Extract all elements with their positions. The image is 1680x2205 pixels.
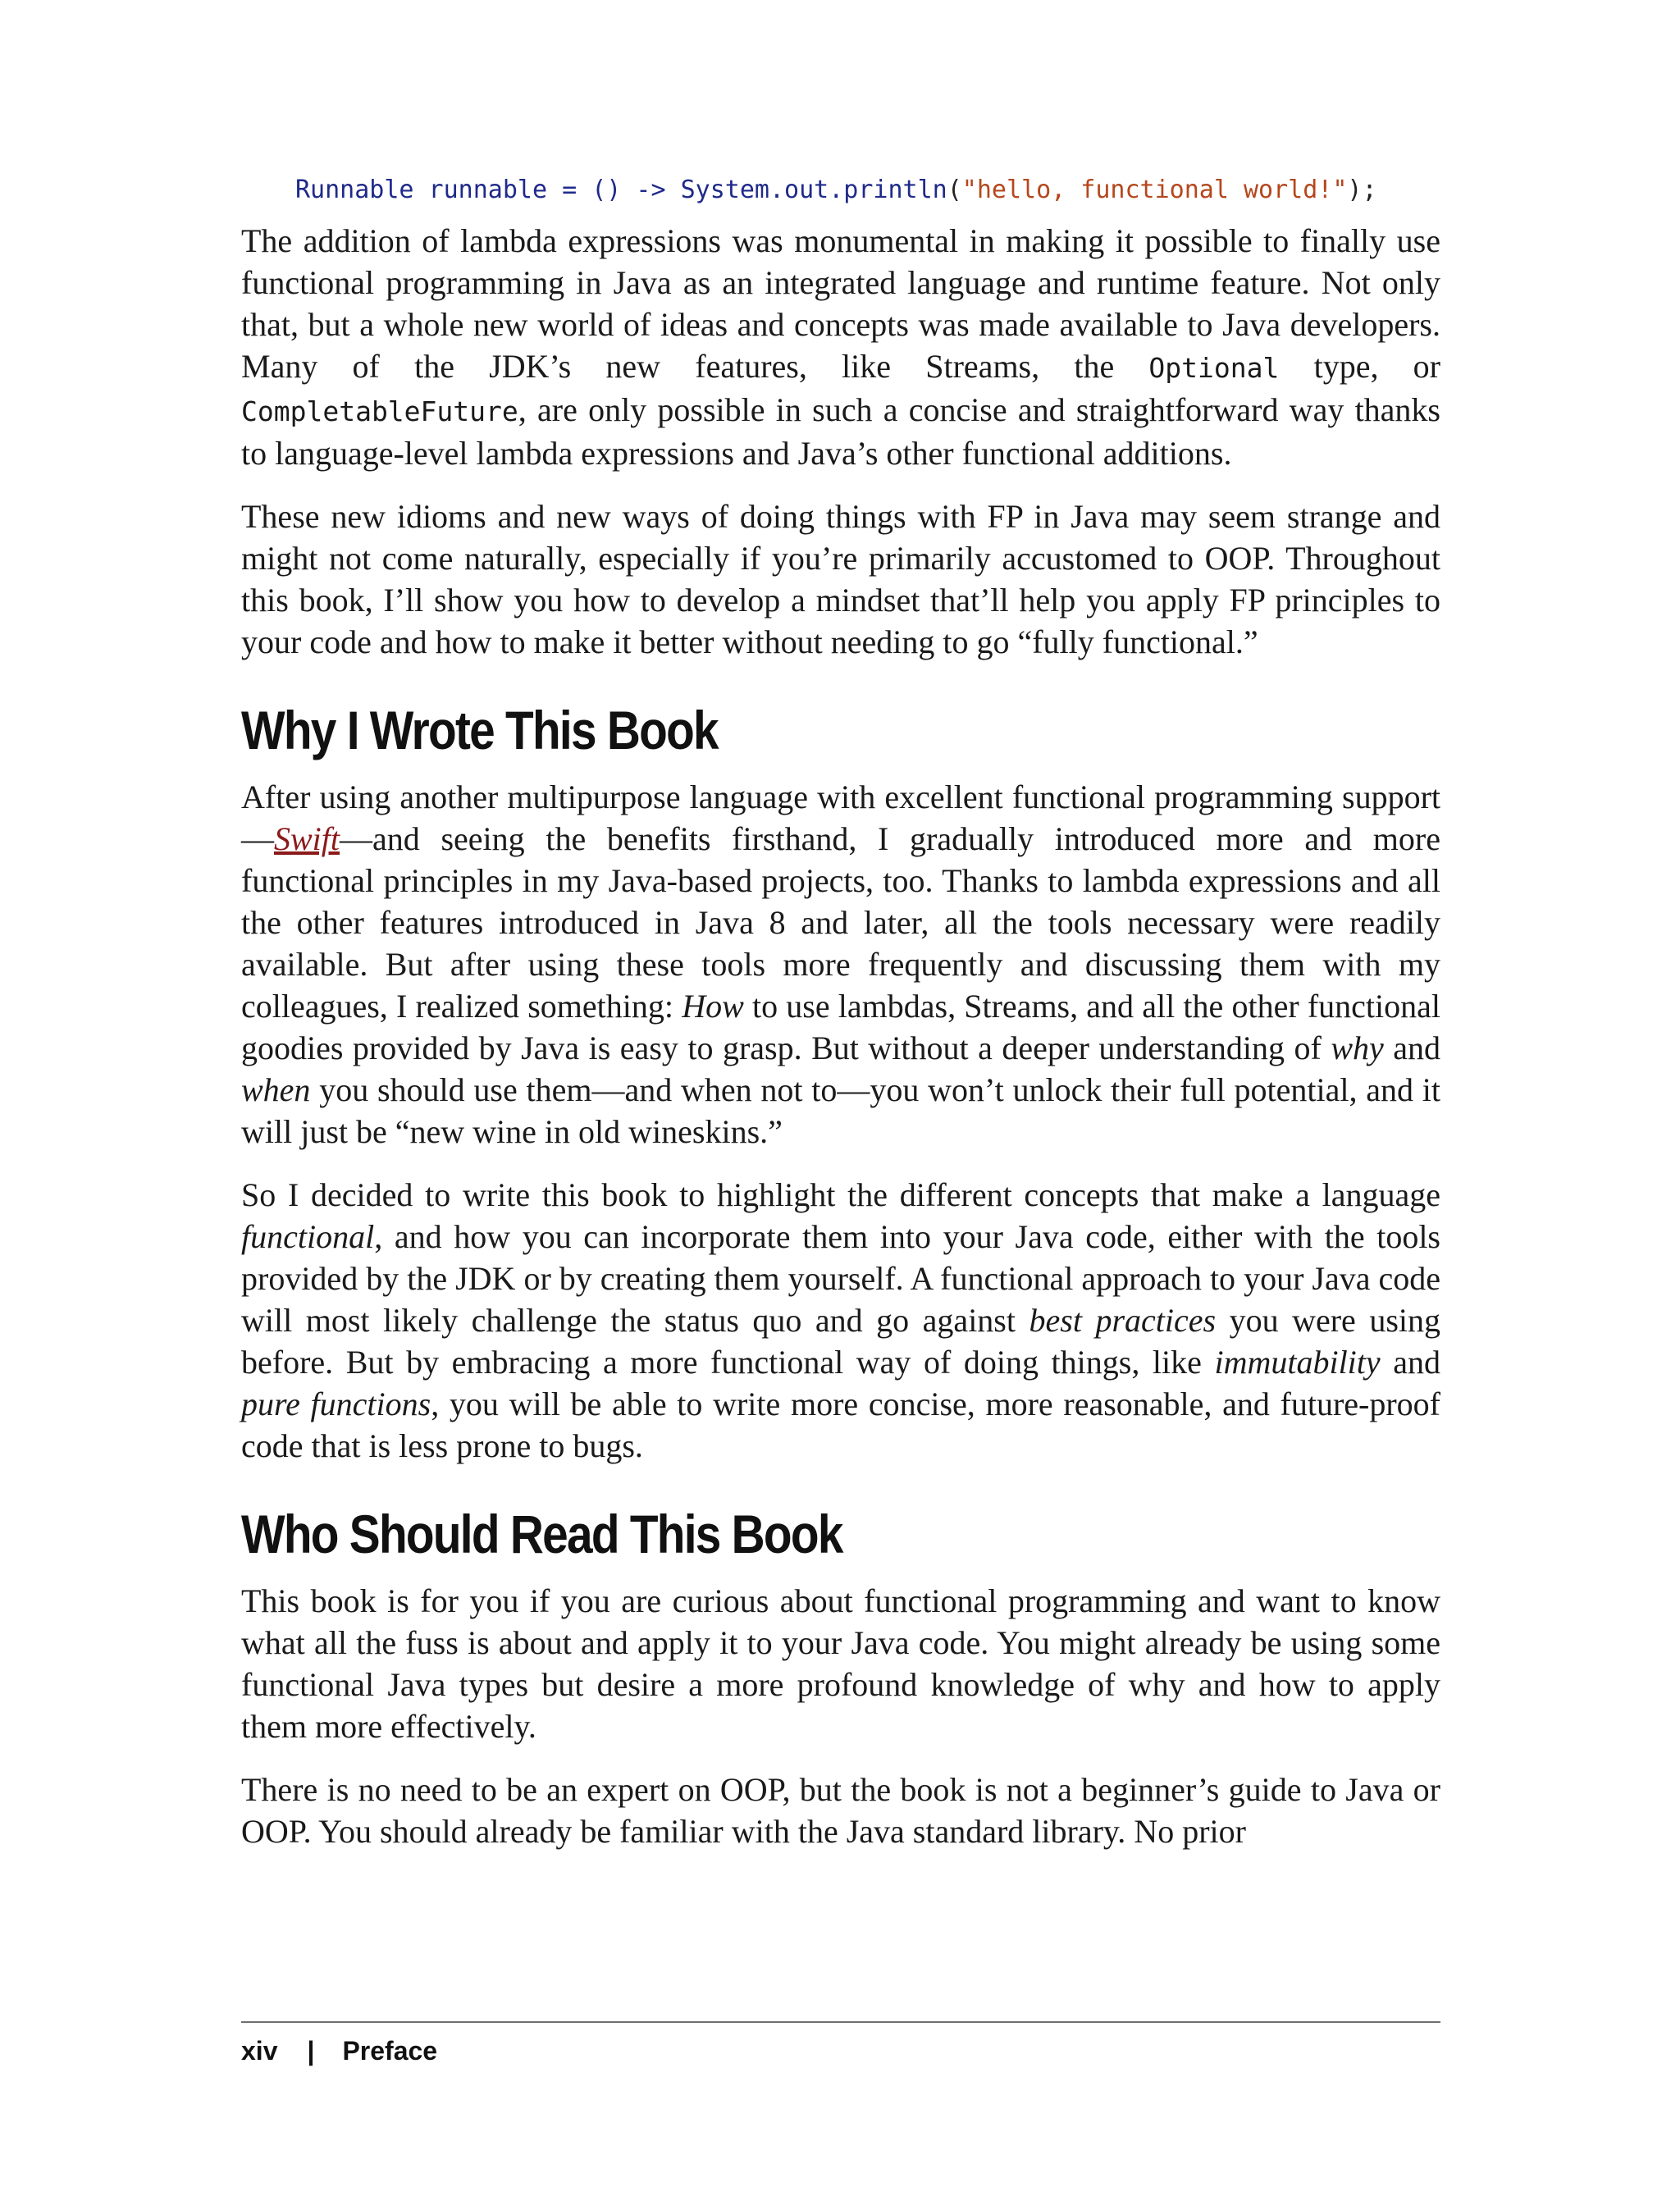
p4-text-5: , you will be able to write more concise, more reasonable, and future-proof code that is less prone to bugs. xyxy=(241,1386,1440,1464)
p3-text-4: and xyxy=(1383,1029,1440,1066)
page-number: xiv xyxy=(241,2036,278,2066)
p1-text-1: The addition of lambda expressions was monumental in making it possible to finally use functional programming in Java as an integrated language and runtime feature. Not only that, but a whole new world of ideas and concepts was made available to Java developers. Many of the JDK’s new features, like Streams, the xyxy=(241,222,1440,385)
paragraph-new-idioms: These new idioms and new ways of doing things with FP in Java may seem strange and might not come naturally, especially if you’re primarily accustomed to OOP. Throughout this book, I’ll show you how to develop a mindset that’ll help you apply FP principles to your code and how to make it better without needing to go “fully functional.” xyxy=(241,498,1440,660)
emphasis-when: when xyxy=(241,1071,311,1108)
p4-text-1: So I decided to write this book to highlight the different concepts that make a language xyxy=(241,1176,1440,1213)
heading-why-i-wrote: Why I Wrote This Book xyxy=(241,700,718,760)
p3-text-1: After using another multipurpose language with excellent functional programming support— xyxy=(241,778,1440,857)
paragraph-book-is-for-you: This book is for you if you are curious about functional programming and want to know what all the fuss is about and apply it to your Java code. You might already be using some functional Java types but desire a more profound knowledge of why and how to apply them more effectively. xyxy=(241,1582,1440,1745)
code-close: ); xyxy=(1347,176,1377,204)
code-type-runnable: Runnable xyxy=(295,176,414,204)
paragraph-lambda-monumental xyxy=(241,220,1440,474)
p4-text-2: , and how you can incorporate them into your Java code, either with the tools provided by the JDK or by creating them yourself. A functional approach to your Java code will most likely challenge the status quo and go against xyxy=(241,1218,1440,1339)
paragraph-no-need-expert: There is no need to be an expert on OOP, but the book is not a beginner’s guide to Java or OOP. You should already be familiar with the Java standard library. No prior xyxy=(241,1771,1440,1850)
emphasis-how: How xyxy=(682,988,744,1025)
p3-text-5: you should use them—and when not to—you won’t unlock their full potential, and it will just be “new wine in old wineskins.” xyxy=(241,1071,1440,1150)
paragraph-decided-to-write xyxy=(241,1174,1440,1467)
p4-text-4: and xyxy=(1380,1344,1440,1381)
page-content xyxy=(241,172,1440,1874)
code-string-literal: "hello, functional world!" xyxy=(961,176,1348,204)
code-variable: runnable = () -> xyxy=(413,176,681,204)
emphasis-why: why xyxy=(1331,1029,1384,1066)
code-system-call: System.out.println xyxy=(680,176,947,204)
footer-section-title: Preface xyxy=(342,2036,438,2066)
emphasis-functional: functional xyxy=(241,1218,375,1255)
p4-text-3: you were using before. But by embracing a more functional way of doing things, like xyxy=(241,1302,1441,1381)
p1-text-3: , are only possible in such a concise and straightforward way thanks to language-level lambda expressions and Java’s other functional additions. xyxy=(241,391,1440,472)
emphasis-immutability: immutability xyxy=(1214,1344,1381,1381)
inline-code-optional: Optional xyxy=(1148,352,1280,384)
code-example xyxy=(295,172,1440,208)
page-footer xyxy=(241,2033,437,2069)
emphasis-best-practices: best practices xyxy=(1029,1302,1217,1339)
p3-text-2: —and seeing the benefits firsthand, I gradually introduced more and more functional principles in my Java-based projects, too. Thanks to lambda expressions and all the other features introduced in Java 8 and later, all the tools necessary were readily available. But after using these tools more frequently and discussing them with my colleagues, I realized something: xyxy=(241,820,1440,1025)
emphasis-pure-functions: pure functions xyxy=(241,1386,431,1422)
p3-text-3: to use lambdas, Streams, and all the other functional goodies provided by Java is easy to grasp. But without a deeper understanding of xyxy=(241,988,1440,1066)
swift-link[interactable]: Swift xyxy=(274,820,340,857)
p1-text-2: type, or xyxy=(1279,348,1440,385)
code-open-paren: ( xyxy=(947,176,962,204)
paragraph-why-wrote xyxy=(241,776,1440,1153)
footer-separator: | xyxy=(307,2036,315,2066)
footer-divider xyxy=(241,2021,1440,2023)
heading-who-should-read: Who Should Read This Book xyxy=(241,1504,842,1564)
inline-code-completablefuture: CompletableFuture xyxy=(241,395,518,427)
